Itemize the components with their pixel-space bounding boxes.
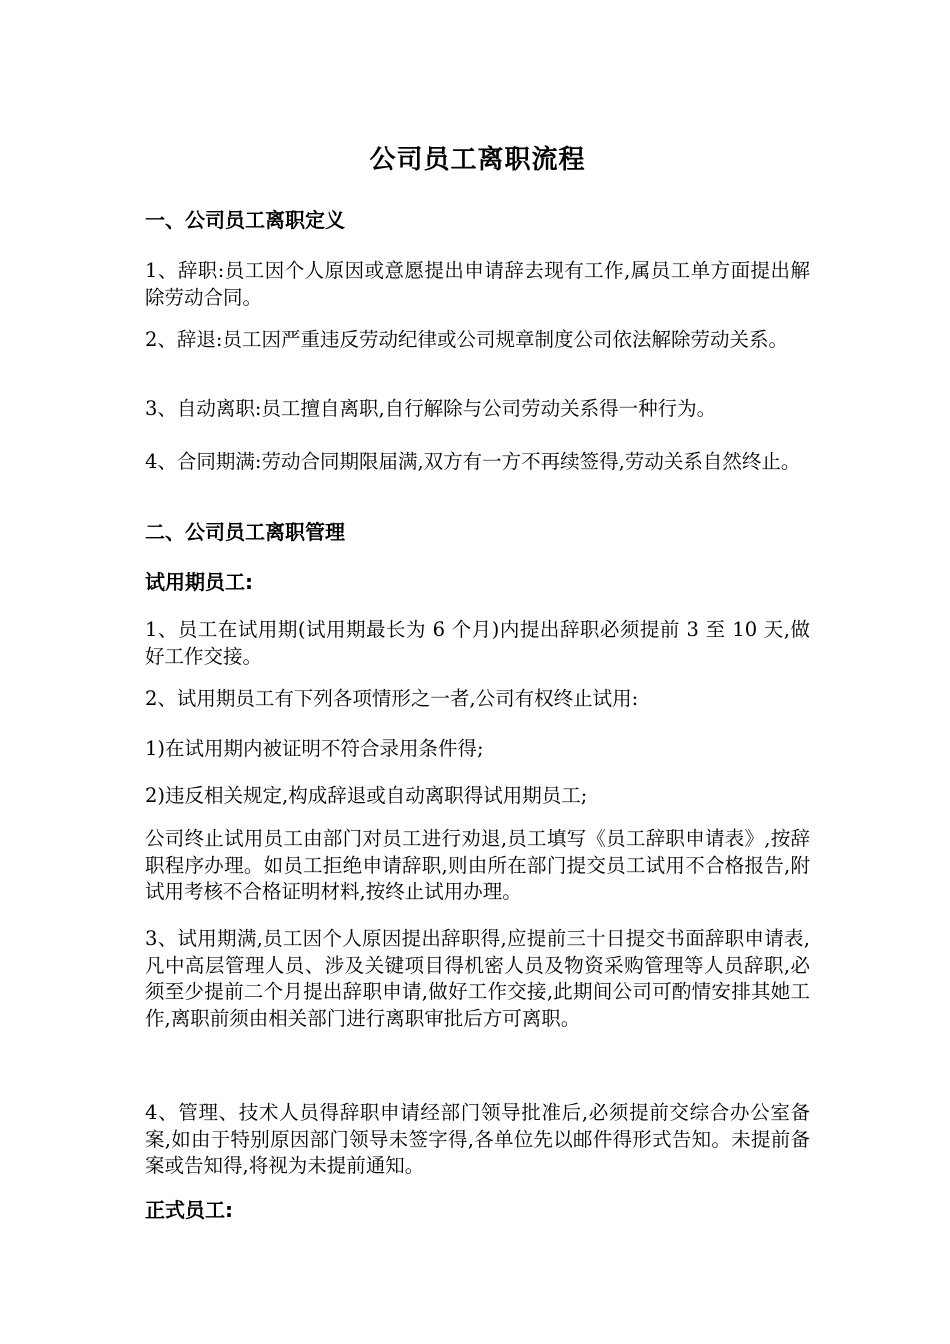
subheading-probation-employees: 试用期员工: <box>145 570 253 594</box>
definition-item-dismissal: 2、辞退:员工因严重违反劳动纪律或公司规章制度公司依法解除劳动关系。 <box>145 328 788 351</box>
definition-item-self-departure: 3、自动离职:员工擅自离职,自行解除与公司劳动关系得一种行为。 <box>145 397 717 420</box>
document-title: 公司员工离职流程 <box>369 145 586 175</box>
probation-item-notice: 1、员工在试用期(试用期最长为 6 个月)内提出辞职必须提前 3 至 10 天,做好工作交接。 <box>145 618 810 668</box>
definition-item-resignation: 1、辞职:员工因个人原因或意愿提出申请辞去现有工作,属员工单方面提出解除劳动合同。 <box>145 259 810 309</box>
definition-item-contract-expiry: 4、合同期满:劳动合同期限届满,双方有一方不再续签得,劳动关系自然终止。 <box>145 450 801 473</box>
probation-subitem-2: 2)违反相关规定,构成辞退或自动离职得试用期员工; <box>145 784 588 807</box>
management-resignation-filing: 4、管理、技术人员得辞职申请经部门领导批准后,必须提前交综合办公室备案,如由于特别原因部门领导未签字得,各单位先以邮件得形式告知。未提前备案或告知得,将视为未提前通知。 <box>145 1101 810 1177</box>
probation-expiry-resignation: 3、试用期满,员工因个人原因提出辞职得,应提前三十日提交书面辞职申请表,凡中高层管理人员、涉及关键项目得机密人员及物资采购管理等人员辞职,必须至少提前二个月提出辞职申请,做好工作交接,此期间公司可酌情安排其她工作,离职前须由相关部门进行离职审批后方可离职。 <box>145 927 810 1030</box>
section-heading-management: 二、公司员工离职管理 <box>145 520 345 544</box>
probation-termination-procedure: 公司终止试用员工由部门对员工进行劝退,员工填写《员工辞职申请表》,按辞职程序办理。如员工拒绝申请辞职,则由所在部门提交员工试用不合格报告,附试用考核不合格证明材料,按终止试用办理。 <box>145 827 810 903</box>
probation-item-termination-cases: 2、试用期员工有下列各项情形之一者,公司有权终止试用: <box>145 687 639 710</box>
subheading-regular-employees: 正式员工: <box>145 1198 233 1222</box>
section-heading-definition: 一、公司员工离职定义 <box>145 208 345 232</box>
probation-subitem-1: 1)在试用期内被证明不符合录用条件得; <box>145 737 484 760</box>
